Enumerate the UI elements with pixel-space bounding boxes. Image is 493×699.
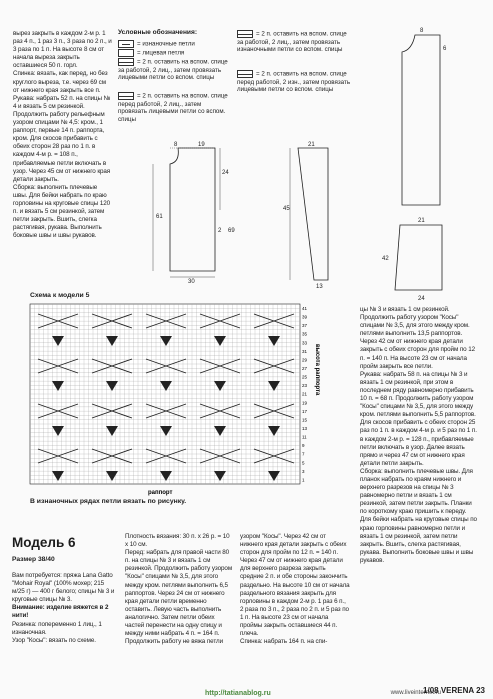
legend-item: = 2 п. оставить на вспом. спице перед работой, 2 изн., затем провязать лицевыми петли со вспом. спицы (237, 70, 351, 94)
model-size: Размер 38/40 (12, 556, 55, 563)
paragraph: Плотность вязания: 30 п. x 26 р. = 10 x 10 см. (125, 533, 230, 549)
row-number: 27 (302, 366, 308, 371)
cable-back-symbol-icon (118, 58, 134, 66)
cable-front-purl-symbol-icon (237, 70, 253, 78)
paragraph: Перед: набрать для правой части 80 п. на спицы № 3 и вязать 1 см резинкой. Продолжить работу узором "Косы" спицами № 3,5, для этого между кром. петлями выполнить 6,5 раппортов. Через 24 см от нижнего края детали петли временно оставить. Левую часть выполнить аналогично. Затем петли обеих частей перенести на одну спицу и между ними набрать 4 п. = 164 п. Продолжить работу не вяжа петли (125, 549, 233, 646)
sleeve-schematic (280, 140, 340, 290)
dim-label: 6 (443, 46, 447, 52)
legend-title: Условные обозначения: (118, 29, 198, 36)
repeat-height-label: высота раппорта (314, 344, 320, 396)
row-number: 11 (302, 434, 307, 440)
dim-label: 30 (188, 279, 195, 285)
paragraph: Спинка: набрать 164 п. на спи- (240, 638, 328, 646)
dim-label: 61 (156, 214, 163, 220)
front-schematic (150, 140, 245, 285)
row-number: 5 (302, 460, 305, 466)
paragraph: Узор "Косы": вязать по схеме. (12, 636, 96, 644)
paragraph: Внимание: изделие вяжется в 2 нити! (12, 604, 109, 620)
purl-symbol-icon (118, 40, 134, 48)
dim-label: 21 (418, 218, 425, 224)
dim-label: 45 (283, 206, 290, 212)
row-number: 25 (302, 374, 308, 380)
paragraph: Рукава: набрать 58 п. на спицы № 3 и вязать 1 см резинкой, при этом в последнем ряду равномерно прибавить 10 п. = 68 п. Продолжить работу узором "Косы" спицами № 3,5, для этого между кром. петлями выполнить 5,5 раппортов. Для скосов прибавить с обеих сторон 25 раз по 1 п. в каждом 4-м р. и 5 раз по 1 п. в каждом 2-м р. = 128 п., прибавляемые петли включать в узор. Далее вязать прямо и через 47 см от нижнего края детали петли закрыть. (360, 370, 477, 467)
knitting-chart (28, 302, 333, 497)
cable-front-symbol-icon (118, 92, 134, 100)
chart-note: В изнаночных рядах петли вязать по рисунку. (30, 498, 187, 505)
row-number: 3 (302, 468, 305, 474)
row-number: 33 (302, 340, 308, 346)
row-number: 37 (302, 323, 308, 329)
row-number: 1 (302, 477, 305, 483)
left-column-text (13, 30, 113, 240)
cable-back-purl-symbol-icon (237, 30, 253, 38)
dim-label: 8 (420, 28, 424, 34)
dim-label: 21 (308, 142, 315, 148)
repeat-label: раппорт (148, 490, 173, 496)
row-number: 17 (302, 408, 308, 414)
row-number: 23 (302, 383, 308, 389)
footer-url[interactable]: http://tatianablog.ru (205, 690, 271, 697)
legend-item: = 2 п. оставить на вспом. спице перед работой, 2 лиц., затем провязать лицевыми петли со вспом. спицы (118, 92, 228, 124)
paragraph: узором "Косы". Через 42 см от нижнего края детали закрыть с обеих сторон для пройм по 12 п. = 140 п. Через 47 см от нижнего края детали для верхнего разреза закрыть средние 2 п. и обе стороны закончить раздельно. На высоте 10 см от начала раздельного вязания закрыть для горловины в каждом 2-м р. 1 раз 6 п., 2 раза по 3 п., 2 раза по 2 п. и 5 раз по 1 п. На высоте 23 см от начала проймы закрыть оставшиеся 44 п. плеча. (240, 533, 350, 638)
model6-column-2 (125, 533, 233, 646)
paragraph: Рукава: набрать 52 п. на спицы № 4 и вязать 5 см резинкой. Продолжить работу рельефным узором спицами № 4,5: кром., 1 раппорт, первые 14 п. раппорта, кром. Для скосов прибавить с обеих сторон 28 раз по 1 п. в каждом 4-м р. = 108 п., прибавляемые петли включать в узор. Через 45 см от нижнего края детали закрыть. (13, 94, 111, 183)
dim-label: 8 (174, 142, 178, 148)
paragraph: Сборка: выполнить плечевые швы. Для планок набрать по краям нижнего и верхнего разрезов на спицы № 3 равномерно петли и вязать 1 см резинкой, затем петли закрыть. Планки по короткому краю пришить к переду. Для бейки набрать на круговые спицы по краю горловины равномерно петли и вязать 1 см резинкой, затем петли закрыть. Вшить, слегка растягивая, рукава. Выполнить боковые швы и швы рукавов. (360, 467, 477, 564)
model6-column-3 (240, 533, 350, 646)
row-number: 39 (302, 314, 308, 320)
dim-label: 24 (418, 296, 425, 302)
dim-label: 2 (218, 228, 222, 234)
row-number: 29 (302, 357, 308, 363)
paragraph: вырез закрыть в каждом 2-м р. 1 раз 4 п., 1 раз 3 п., 3 раза по 2 п., и 3 раза по 1 п. На высоте 8 см от начала выреза закрыть оставшиеся 50 п. горл. (13, 30, 112, 70)
paragraph: Резинка: попеременно 1 лиц., 1 изнаночная. (12, 620, 102, 636)
footer-site: www.liveinternet.ru (390, 690, 441, 696)
row-number: 41 (302, 306, 308, 311)
model6-column-1 (12, 572, 117, 645)
knit-symbol-icon (118, 49, 134, 57)
row-number: 7 (302, 451, 305, 457)
row-number: 21 (302, 391, 308, 397)
dim-label: 42 (382, 256, 389, 262)
dim-label: 69 (228, 228, 235, 234)
row-number: 13 (302, 426, 308, 431)
dim-label: 19 (198, 142, 205, 148)
dim-label: 24 (222, 170, 229, 176)
chart-title: Схема к модели 5 (30, 292, 90, 299)
row-number: 35 (302, 331, 308, 337)
row-number: 31 (302, 348, 308, 354)
paragraph: Вам потребуется: пряжа Lana Gatto "Mohair Royal" (100% мохер; 215 м/25 г) — 400 г белого; спицы № 3 и круговые спицы № 3. (12, 572, 115, 604)
paragraph: Сборка: выполнить плечевые швы. Для бейки набрать по краю горловины на круговые спицы 120 п. и вязать 5 см резинкой, затем петли закрыть. Вшить, слегка растягивая, рукава. Выполнить боковые швы и швы рукавов. (13, 183, 111, 240)
right-column-text (360, 306, 478, 565)
page-footer: 1/08 VERENA 23 (423, 686, 485, 695)
paragraph: Спинка: вязать, как перед, но без круглого выреза, т.е. через 69 см от нижнего края закрыть все п. (13, 70, 108, 94)
legend-item: = 2 п. оставить на вспом. спице за работой, 2 лиц., затем провязать изнаночными петли со вспом. спицы (237, 30, 347, 54)
row-number: 9 (302, 443, 305, 449)
dim-label: 13 (316, 284, 323, 290)
paragraph: цы № 3 и вязать 1 см резинкой. Продолжить работу узором "Косы" спицами № 3,5, для этого между кром. петлями выполнить 13,5 раппортов. Через 42 см от нижнего края детали закрыть с обеих сторон для пройм по 12 п. = 140 п. На высоте 23 см от начала пройм закрыть все петли. (360, 306, 476, 370)
row-number: 15 (302, 417, 308, 423)
legend-item: = лицевая петля (118, 49, 230, 58)
legend-item: = 2 п. оставить на вспом. спице за работой, 2 лиц., затем провязать лицевыми петли со вспом. спицы (118, 58, 228, 82)
model-title: Модель 6 (12, 535, 76, 550)
sleeve-large-schematic (380, 20, 485, 305)
legend-item: = изнаночные петли (118, 40, 230, 49)
row-number: 19 (302, 400, 308, 406)
